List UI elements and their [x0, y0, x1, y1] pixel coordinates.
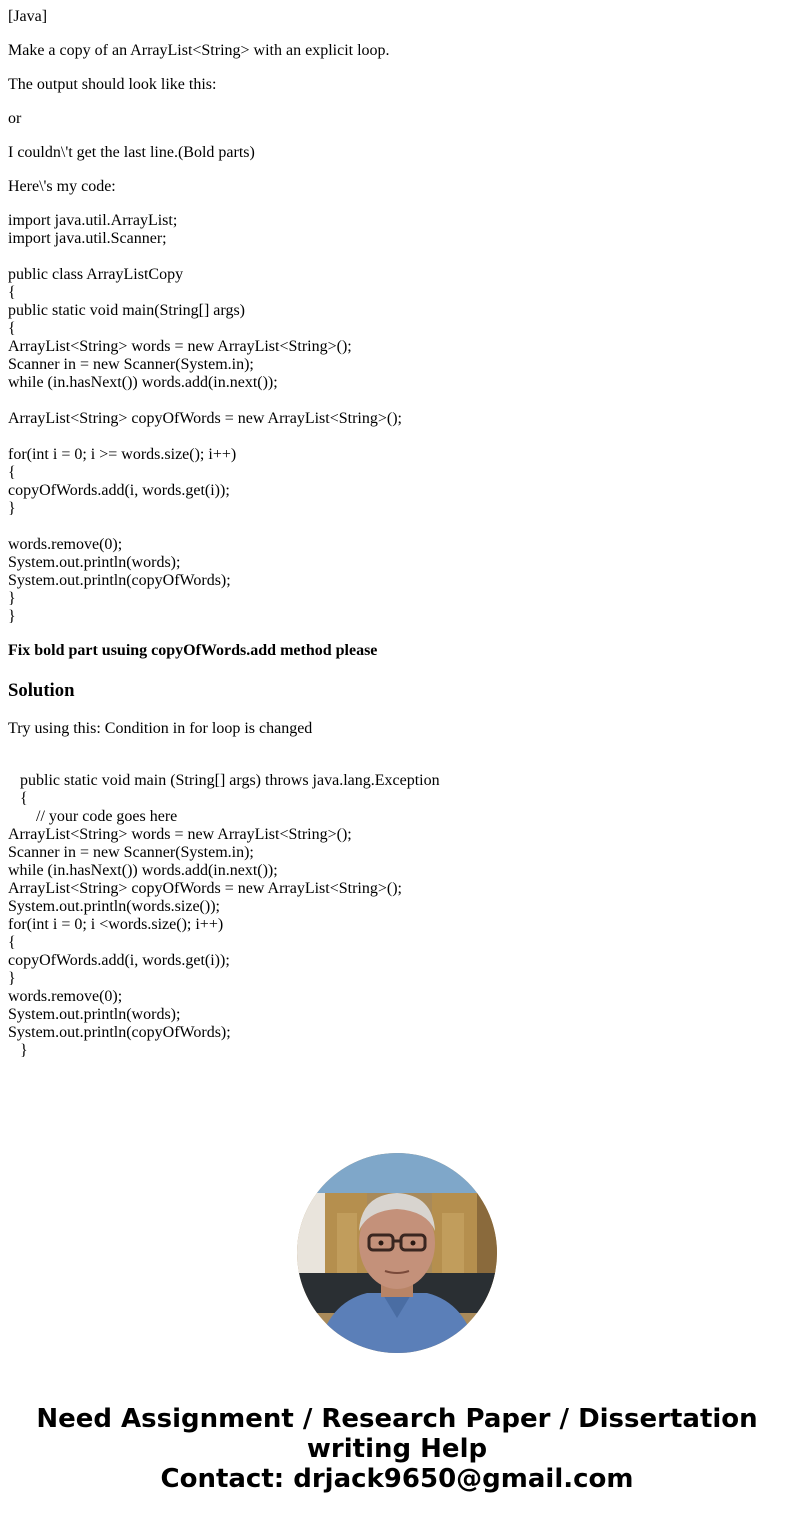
code-line: System.out.println(copyOfWords);: [8, 1024, 231, 1041]
avatar: [297, 1153, 497, 1353]
code-line: ArrayList<String> words = new ArrayList<String>();: [8, 826, 352, 843]
code-line: import java.util.ArrayList;: [8, 212, 178, 229]
question-code: [8, 212, 786, 626]
code-line: {: [8, 790, 28, 807]
code-line: ArrayList<String> copyOfWords = new ArrayList<String>();: [8, 880, 402, 897]
code-line: }: [8, 590, 16, 607]
output-note: The output should look like this:: [8, 76, 217, 93]
code-line: public class ArrayListCopy: [8, 266, 184, 283]
solution-intro: Try using this: Condition in for loop is changed: [8, 720, 313, 737]
issue-text: I couldn\'t get the last line.(Bold parts): [8, 144, 255, 161]
or-text: or: [8, 110, 22, 127]
language-tag: [Java]: [8, 8, 48, 25]
promo-contact: Contact: drjack9650@gmail.com: [160, 1464, 634, 1494]
code-line: {: [8, 464, 16, 481]
code-line: words.remove(0);: [8, 536, 123, 553]
code-line: System.out.println(words);: [8, 554, 181, 571]
code-line: ArrayList<String> words = new ArrayList<String>();: [8, 338, 352, 355]
promo-line: writing Help: [306, 1434, 488, 1464]
code-line: [8, 248, 786, 266]
code-line: {: [8, 320, 16, 337]
document-body: [8, 8, 786, 1060]
code-line: copyOfWords.add(i, words.get(i));: [8, 482, 230, 499]
code-line: for(int i = 0; i >= words.size(); i++): [8, 446, 237, 463]
code-line: {: [8, 934, 16, 951]
solution-code: [8, 772, 786, 1060]
code-line: }: [8, 608, 16, 625]
code-line: System.out.println(words);: [8, 1006, 181, 1023]
code-line: System.out.println(copyOfWords);: [8, 572, 231, 589]
code-line: copyOfWords.add(i, words.get(i));: [8, 952, 230, 969]
question-intro: Make a copy of an ArrayList<String> with an explicit loop.: [8, 42, 390, 59]
code-line: {: [8, 284, 16, 301]
code-line: [8, 428, 786, 446]
code-line: while (in.hasNext()) words.add(in.next());: [8, 374, 278, 391]
code-line: public static void main (String[] args) throws java.lang.Exception: [8, 772, 440, 789]
promo-line: Need Assignment / Research Paper / Dissertation: [36, 1404, 758, 1434]
code-line: for(int i = 0; i <words.size(); i++): [8, 916, 224, 933]
code-line: Scanner in = new Scanner(System.in);: [8, 844, 254, 861]
code-line: }: [8, 970, 16, 987]
promo-banner: [0, 1404, 794, 1494]
code-line: public static void main(String[] args): [8, 302, 245, 319]
code-line: while (in.hasNext()) words.add(in.next());: [8, 862, 278, 879]
code-line: ArrayList<String> copyOfWords = new ArrayList<String>();: [8, 410, 402, 427]
code-line: }: [8, 1042, 28, 1059]
code-line: import java.util.Scanner;: [8, 230, 167, 247]
code-line: }: [8, 500, 16, 517]
code-line: [8, 518, 786, 536]
code-intro: Here\'s my code:: [8, 178, 116, 195]
bold-note: Fix bold part usuing copyOfWords.add method please: [8, 642, 378, 659]
code-line: Scanner in = new Scanner(System.in);: [8, 356, 254, 373]
solution-heading: Solution: [8, 680, 75, 701]
code-line: words.remove(0);: [8, 988, 123, 1005]
avatar-portrait: [297, 1153, 497, 1353]
code-line: System.out.println(words.size());: [8, 898, 220, 915]
code-line: [8, 392, 786, 410]
code-line: // your code goes here: [8, 808, 178, 825]
